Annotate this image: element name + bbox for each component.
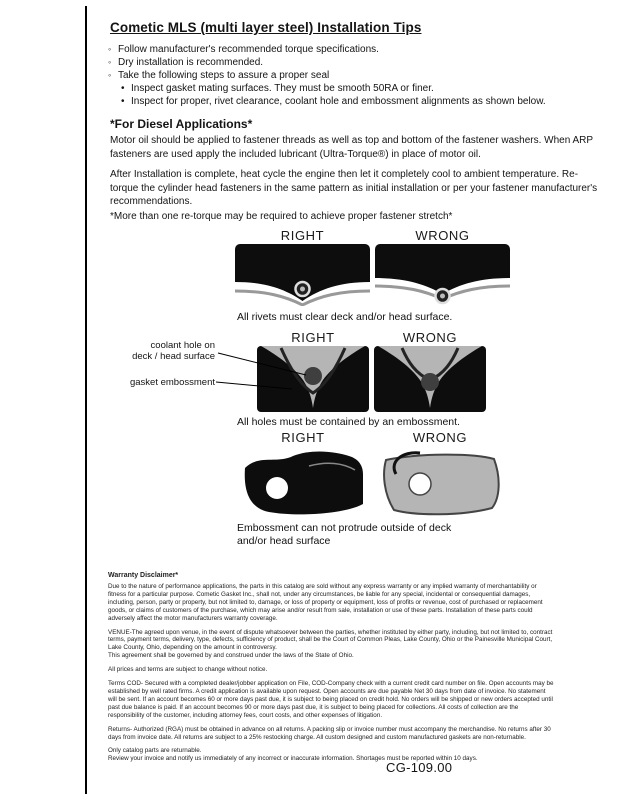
bullet-text: Follow manufacturer's recommended torque specifications. (118, 44, 379, 55)
solid-bullet-icon: • (121, 96, 125, 107)
bullet-text: Inspect gasket mating surfaces. They must be smooth 50RA or finer. (131, 83, 434, 94)
disclaimer-paragraph: All prices and terms are subject to change without notice. (108, 666, 268, 674)
solid-bullet-icon: • (121, 83, 125, 94)
open-bullet-icon: ◦ (108, 57, 112, 67)
diesel-paragraph-1: Motor oil should be applied to fastener threads as well as top and bottom of the fastener washers. When ARP fasteners are used apply the included lubricant (Ultra-Torque®) in place of motor oil. (110, 135, 593, 160)
disclaimer-paragraph: This agreement shall be governed by and construed under the laws of the State of Ohio. (108, 652, 354, 660)
diesel-applications-heading: *For Diesel Applications* (110, 117, 253, 131)
diesel-paragraph-2: After Installation is complete, heat cycle the engine then let it completely cool to ambient temperature. Re-torque the cylinder head fasteners in the same pattern as initial installation or per your fastener manufacturer's recommendations. (110, 169, 598, 207)
embossment-protrusion-right-figure (237, 446, 369, 518)
coolant-hole-annotation-line1: coolant hole on (150, 340, 215, 351)
row3-caption: Embossment can not protrude outside of deck and/or head surface (237, 522, 452, 547)
disclaimer-paragraph: Returns- Authorized (RGA) must be obtained in advance on all returns. A packing slip or invoice number must accompany the merchandise. No returns after 30 days from invoice date. All returns are subject to a 25% restocking charge. All custom designed and custom manufactured gaskets are non-returnable. (108, 725, 551, 741)
bullet-text: Take the following steps to assure a proper seal (118, 70, 330, 81)
wrong-label: WRONG (415, 228, 470, 243)
hole-embossment-wrong-figure (374, 346, 486, 412)
wrong-label: WRONG (402, 330, 458, 345)
page-code: CG-109.00 (386, 760, 453, 775)
row1-caption: All rivets must clear deck and/or head surface. (237, 311, 453, 323)
disclaimer-paragraph: Terms COD- Secured with a completed dealer/jobber application on File, COD-Company check with a current credit card number on file. Open accounts may be established by well rated firms. A credit application is available upon request. Open accounts are due payable Net 30 days from date of invoice. No statement will be sent. If an account becomes 60 or more days past due, it is subject to being placed on credit hold. No orders will be shipped or new orders accepted until past due balance is paid. If an account becomes 90 or more days past due, it is subject to being placed for collections. All costs of collection are the responsibility of the customer, including attorney fees, court costs, and other expenses of litigation. (108, 680, 554, 719)
disclaimer-paragraph: Due to the nature of performance applications, the parts in this catalog are sold without any express warranty or any implied warranty of merchantability or fitness for a particular purpose. Cometic Gasket Inc., shall not, under any circumstances, be liable for any special, incidental or consequential damages, including, person, party or property, but not limited to, damage, or loss of property or equipment, loss of profits or revenue, cost of purchased or replacement goods, or claims of customers of the purchase, which may arise and/or result from sale, installation or use of these parts. Installation of these parts could adversely affect the motor manufacturers warranty coverage. (108, 583, 543, 622)
page-edge-line (85, 6, 87, 794)
embossment-protrusion-wrong-figure (374, 446, 506, 518)
coolant-hole-annotation-line2: deck / head surface (132, 351, 215, 362)
bullet-item (108, 43, 606, 56)
gasket-embossment-annotation: gasket embossment (129, 377, 215, 388)
retorque-note: *More than one re-torque may be required to achieve proper fastener stretch* (110, 211, 453, 222)
page-title: Cometic MLS (multi layer steel) Installation Tips (110, 20, 422, 35)
disclaimer-heading: Warranty Disclaimer* (108, 572, 179, 579)
rivet-clearance-wrong-figure (375, 244, 510, 306)
disclaimer-paragraph: Only catalog parts are returnable. (108, 747, 202, 755)
right-label: RIGHT (280, 228, 325, 243)
sub-bullet-item (121, 95, 618, 108)
open-bullet-icon: ◦ (108, 44, 112, 54)
right-label: RIGHT (291, 330, 335, 345)
disclaimer-paragraph: VENUE-The agreed upon venue, in the event of dispute whatsoever between the parties, whether instituted by either party, including, but not limited to, contract terms, payment terms, delivery, type, defects, sufficiency of product, shall be the Court of Common Pleas, Lake County, Ohio or the Painesville Municipal Court, Lake County, Ohio, depending on the amount in controversy. (108, 628, 553, 652)
bullet-item (108, 69, 606, 82)
rivet-clearance-right-figure (235, 244, 370, 306)
sub-bullet-item (121, 82, 618, 95)
open-bullet-icon: ◦ (108, 70, 112, 80)
wrong-label: WRONG (412, 430, 468, 445)
row2-caption: All holes must be contained by an embossment. (237, 416, 460, 428)
warranty-disclaimer-section (108, 572, 556, 769)
annotation-connector-lines (216, 345, 316, 400)
right-label: RIGHT (281, 430, 325, 445)
bullet-text: Dry installation is recommended. (118, 57, 264, 68)
bullet-item (108, 56, 606, 69)
bullet-text: Inspect for proper, rivet clearance, coolant hole and embossment alignments as shown below. (131, 96, 546, 107)
disclaimer-paragraph: Review your invoice and notify us immediately of any incorrect or inaccurate information. Shortages must be reported within 10 days. (108, 755, 478, 763)
